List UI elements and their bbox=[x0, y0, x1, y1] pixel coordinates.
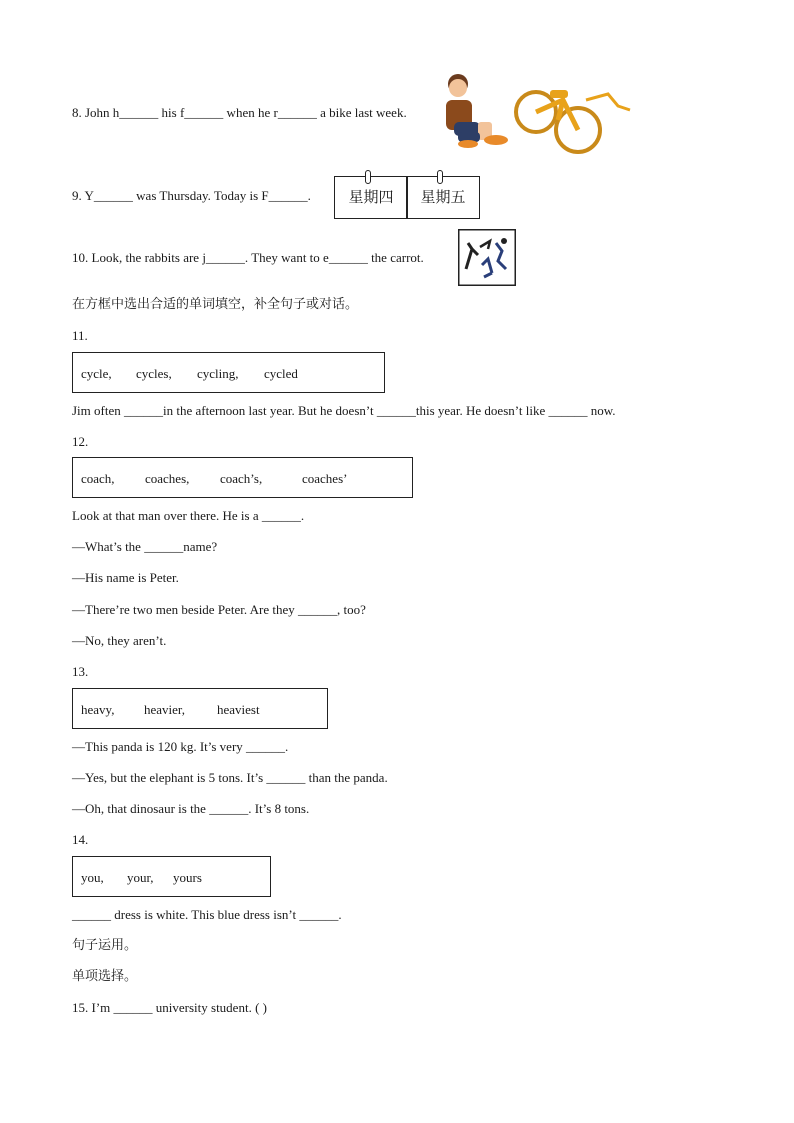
calendar-page-friday: 星期五 bbox=[406, 176, 480, 219]
word-option: your, bbox=[127, 870, 154, 885]
word-option: heavy, bbox=[81, 702, 115, 717]
word-option: you, bbox=[81, 870, 104, 885]
word-option: cycle, bbox=[81, 366, 112, 381]
word-option: coaches’ bbox=[302, 471, 348, 486]
question-number: 14. bbox=[72, 832, 89, 847]
question-8: 8. John h______ his f______ when he r______ a bike last week. bbox=[72, 105, 407, 120]
dialogue-line: —His name is Peter. bbox=[72, 570, 179, 585]
word-option: cycling, bbox=[197, 366, 239, 381]
dialogue-line: —Oh, that dinosaur is the ______. It’s 8 tons. bbox=[72, 801, 310, 816]
calendar-ring-icon bbox=[437, 170, 443, 184]
word-bank-box bbox=[72, 352, 385, 393]
dialogue-line: —What’s the ______name? bbox=[72, 539, 218, 554]
jumping-rabbits-illustration bbox=[458, 229, 516, 286]
dialogue-line: —Yes, but the elephant is 5 tons. It’s ______ than the panda. bbox=[72, 770, 388, 785]
question-number: 12. bbox=[72, 434, 89, 449]
word-option: cycles, bbox=[136, 366, 172, 381]
word-option: heaviest bbox=[217, 702, 260, 717]
question-number: 11. bbox=[72, 328, 88, 343]
question-15: 15. I’m ______ university student. ( ) bbox=[72, 1000, 267, 1015]
dialogue-line: Look at that man over there. He is a ______. bbox=[72, 508, 305, 523]
word-bank-box bbox=[72, 856, 271, 897]
section-heading-choice: 单项选择。 bbox=[72, 969, 138, 984]
dialogue-line: —No, they aren’t. bbox=[72, 633, 167, 648]
word-option: heavier, bbox=[144, 702, 185, 717]
word-option: coach, bbox=[81, 471, 115, 486]
section-heading-fill: 在方框中选出合适的单词填空，补全句子或对话。 bbox=[72, 297, 359, 312]
word-bank-box bbox=[72, 457, 413, 498]
dialogue-line: —There’re two men beside Peter. Are they ______, too? bbox=[72, 602, 366, 617]
question-11-sentence: Jim often ______in the afternoon last year. But he doesn’t ______this year. He doesn’t like ______ now. bbox=[72, 403, 616, 418]
word-option: yours bbox=[173, 870, 202, 885]
dialogue-line: —This panda is 120 kg. It’s very ______. bbox=[72, 739, 289, 754]
word-bank-box bbox=[72, 688, 328, 729]
section-heading-sentence: 句子运用。 bbox=[72, 938, 138, 953]
question-9: 9. Y______ was Thursday. Today is F______. bbox=[72, 188, 311, 203]
question-14-sentence: ______ dress is white. This blue dress isn’t ______. bbox=[72, 907, 342, 922]
word-option: cycled bbox=[264, 366, 298, 381]
word-option: coaches, bbox=[145, 471, 190, 486]
question-10: 10. Look, the rabbits are j______. They want to e______ the carrot. bbox=[72, 250, 424, 265]
calendar-page-thursday: 星期四 bbox=[334, 176, 408, 219]
question-number: 13. bbox=[72, 664, 89, 679]
boy-fell-off-bike-illustration bbox=[438, 70, 638, 160]
calendar-ring-icon bbox=[365, 170, 371, 184]
word-option: coach’s, bbox=[220, 471, 263, 486]
